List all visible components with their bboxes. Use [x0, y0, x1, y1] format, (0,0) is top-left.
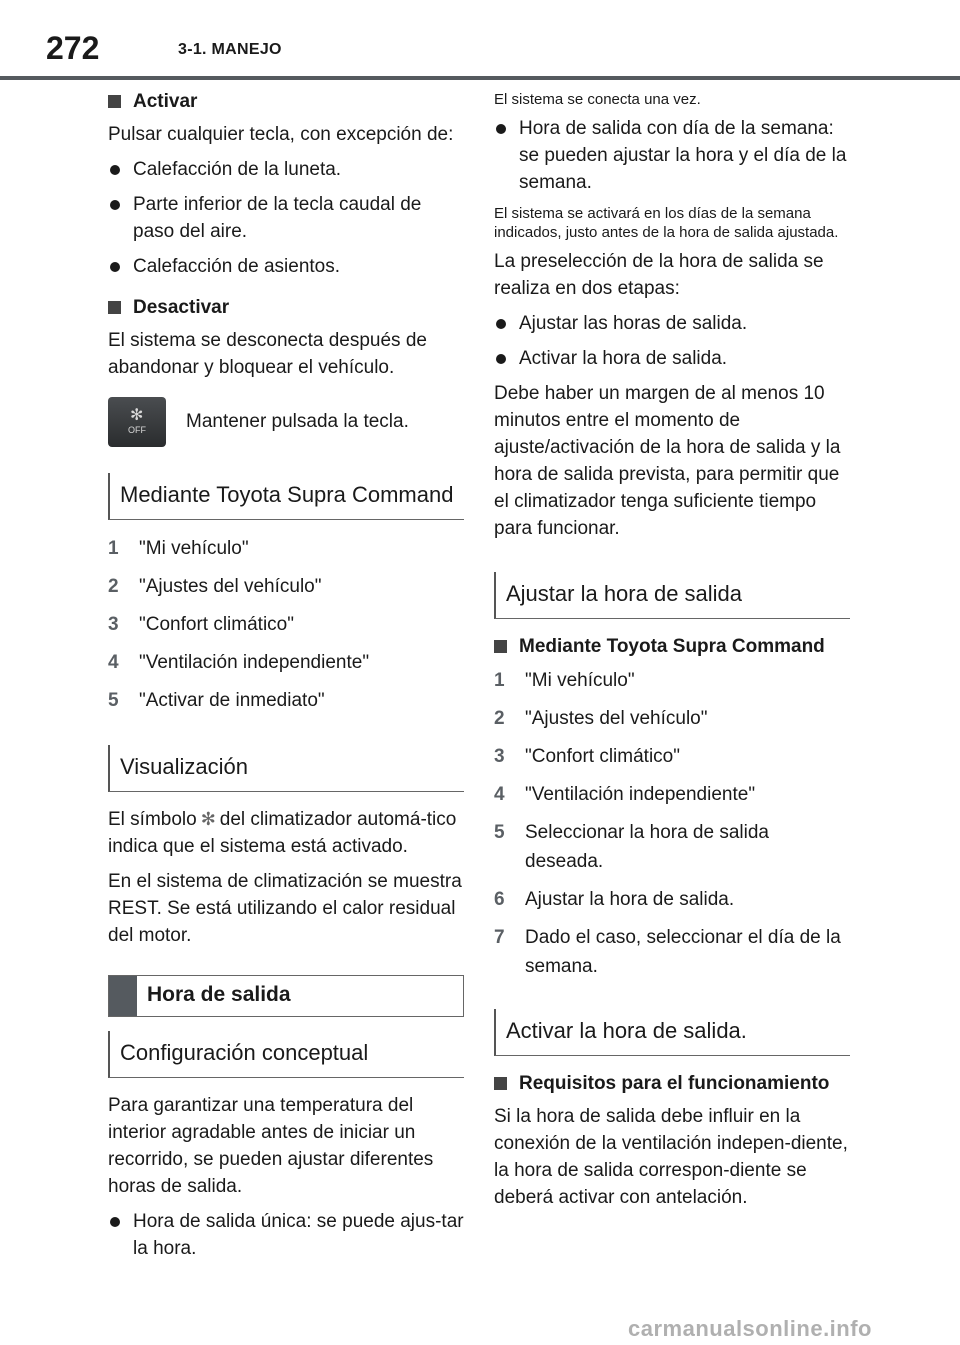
heading-command: Mediante Toyota Supra Command: [108, 473, 464, 520]
paragraph-small: El sistema se activará en los días de la semana indicados, justo antes de la hora de salida ajustada.: [494, 205, 839, 241]
page-header: [0, 0, 960, 80]
bullet-item: Hora de salida con día de la semana: se pueden ajustar la hora y el día de la semana.: [494, 115, 850, 196]
header-rule: [0, 76, 960, 80]
square-bullet-icon: [108, 95, 121, 108]
fan-icon: ✻: [130, 407, 144, 424]
subheading-command: Mediante Toyota Supra Command: [494, 633, 850, 660]
fan-icon: ✻: [200, 809, 216, 829]
step-item: 1 "Mi vehículo": [494, 670, 635, 691]
bullet-item: Ajustar las horas de salida.: [494, 310, 850, 337]
square-bullet-icon: [108, 301, 121, 314]
paragraph: Para garantizar una temperatura del interior agradable antes de iniciar un recorrido, se pueden ajustar diferentes horas de salida.: [108, 1095, 434, 1197]
subheading-desactivar: Desactivar: [108, 294, 464, 321]
bullet-dot-icon: [110, 1217, 120, 1227]
page-number: 272: [46, 30, 100, 66]
bullet-dot-icon: [110, 262, 120, 272]
bullet-dot-icon: [110, 165, 120, 175]
step-item: 7 Dado el caso, seleccionar el día de la semana.: [494, 927, 841, 977]
key-instruction-text: Mantener pulsada la tecla.: [186, 411, 409, 432]
square-bullet-icon: [494, 1077, 507, 1090]
bullet-item: Calefacción de la luneta.: [108, 156, 464, 183]
section-title: 3-1. MANEJO: [178, 41, 282, 58]
step-item: 1 "Mi vehículo": [108, 538, 249, 559]
watermark: carmanualsonline.info: [628, 1316, 872, 1341]
step-item: 2 "Ajustes del vehículo": [494, 708, 708, 729]
subheading-activar: Activar: [108, 88, 464, 115]
paragraph: En el sistema de climatización se muestra REST. Se está utilizando el calor residual del motor.: [108, 871, 462, 946]
paragraph: Pulsar cualquier tecla, con excepción de:: [108, 124, 454, 145]
bullet-dot-icon: [110, 200, 120, 210]
heading-visualizacion: Visualización: [108, 745, 464, 792]
step-item: 2 "Ajustes del vehículo": [108, 576, 322, 597]
bullet-item: Calefacción de asientos.: [108, 253, 464, 280]
step-item: 5 Seleccionar la hora de salida deseada.: [494, 822, 769, 872]
heading-hora-de-salida: Hora de salida: [108, 975, 464, 1017]
heading-configuracion: Configuración conceptual: [108, 1031, 464, 1078]
paragraph: El símbolo ✻ del climatizador automá-tico indica que el sistema está activado.: [108, 806, 464, 860]
bullet-dot-icon: [496, 124, 506, 134]
paragraph-small: El sistema se conecta una vez.: [494, 91, 701, 108]
heading-ajustar: Ajustar la hora de salida: [494, 572, 850, 619]
bullet-item: Parte inferior de la tecla caudal de paso del aire.: [108, 191, 464, 245]
step-item: 3 "Confort climático": [494, 746, 680, 767]
paragraph: Debe haber un margen de al menos 10 minutos entre el momento de ajuste/activación de la hora de salida y la hora de salida prevista, para permitir que el climatizador tenga suficiente tiempo para funcionar.: [494, 383, 841, 539]
bullet-dot-icon: [496, 354, 506, 364]
left-column: [108, 88, 464, 1270]
paragraph: La preselección de la hora de salida se realiza en dos etapas:: [494, 251, 824, 299]
key-label: OFF: [128, 425, 146, 435]
step-item: 4 "Ventilación independiente": [494, 784, 756, 805]
key-instruction: [108, 397, 464, 447]
step-item: 3 "Confort climático": [108, 614, 294, 635]
square-bullet-icon: [494, 640, 507, 653]
subheading-requisitos: Requisitos para el funcionamiento: [494, 1070, 850, 1097]
heading-bar: [109, 976, 137, 1016]
right-column: [494, 90, 850, 1219]
step-item: 5 "Activar de inmediato": [108, 690, 325, 711]
bullet-item: Activar la hora de salida.: [494, 345, 850, 372]
step-item: 4 "Ventilación independiente": [108, 652, 370, 673]
paragraph: Si la hora de salida debe influir en la conexión de la ventilación indepen-diente, la hora de salida correspon-diente se deberá activar con antelación.: [494, 1106, 848, 1208]
step-item: 6 Ajustar la hora de salida.: [494, 889, 735, 910]
bullet-item: Hora de salida única: se puede ajus-tar la hora.: [108, 1208, 464, 1262]
off-key-image: [108, 397, 166, 447]
bullet-dot-icon: [496, 319, 506, 329]
heading-activar-hora: Activar la hora de salida.: [494, 1009, 850, 1056]
paragraph: El sistema se desconecta después de abandonar y bloquear el vehículo.: [108, 330, 427, 378]
